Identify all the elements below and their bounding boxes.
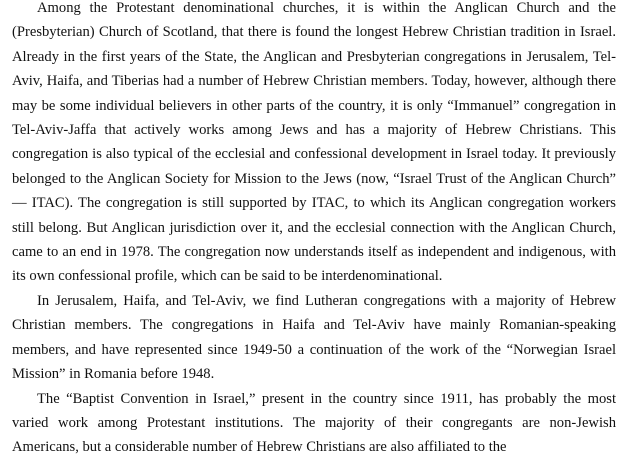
paragraph-lutheran-congregations: In Jerusalem, Haifa, and Tel-Aviv, we find Lutheran congregations with a majority of Hebrew Christian members. The congregations in Haifa and Tel-Aviv have mainly Romanian-speaking members, and have represented since 1949-50 a continuation of the work of the “Norwegian Israel Mission” in Romania before 1948.	[12, 292, 616, 383]
paragraph-baptist-convention: The “Baptist Convention in Israel,” present in the country since 1911, has probably the most varied work among Protestant institutions. The majority of their congregants are non-Jewish Americans, but a considerable number of Hebrew Christians are also affiliated to the	[12, 390, 616, 456]
paragraph-anglican-presbyterian: Among the Protestant denominational churches, it is within the Anglican Church and the (Presbyterian) Church of Scotland, that there is found the longest Hebrew Christian tradition in Israel. Already in the first years of the State, the Anglican and Presbyterian congregations in Jerusalem, Tel-Aviv, Haifa, and Tiberias had a number of Hebrew Christian members. Today, however, although there may be some individual believers in other parts of the country, it is only “Immanuel” congregation in Tel-Aviv-Jaffa that actively works among Jews and has a majority of Hebrew Christians. This congregation is also typical of the ecclesial and confessional development in Israel today. It previously belonged to the Anglican Society for Mission to the Jews (now, “Israel Trust of the Anglican Church” — ITAC). The congregation is still supported by ITAC, to which its Anglican congregation workers still belong. But Anglican jurisdiction over it, and the ecclesial connection with the Anglican Church, came to an end in 1978. The congregation now understands itself as independent and indigenous, with its own confessional profile, which can be said to be interdenominational.	[12, 0, 616, 285]
document-page	[12, 0, 616, 460]
